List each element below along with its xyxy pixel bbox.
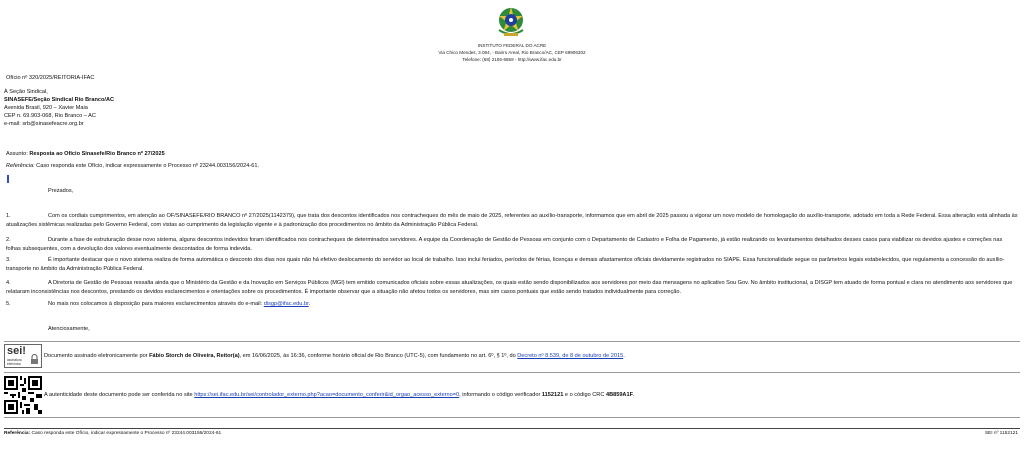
recipient-line: À Seção Sindical, bbox=[4, 89, 48, 95]
reference-text: Caso responda este Ofício, indicar expressamente o Processo nº 23244.003156/2024-61. bbox=[36, 163, 259, 169]
closing: Atenciosamente, bbox=[48, 326, 90, 332]
institution-phone: Telefone: (68) 2106-6859 - http://www.ifac.edu.br bbox=[462, 57, 562, 62]
signer-name: Fábio Storch de Oliveira, Reitor(a) bbox=[149, 353, 240, 359]
recipient-line: e-mail: srb@sinasefeacre.org.br bbox=[4, 121, 84, 127]
reference-label: Referência: bbox=[6, 163, 35, 169]
paragraph-number: 1. bbox=[6, 213, 11, 219]
footer-sei-number: SEI nº 1152121 bbox=[984, 431, 1018, 436]
paragraph-5: No mais nos colocamos à disposição para maiores esclarecimentos através do e-mail: disgp@ifac.edu.br. bbox=[48, 301, 311, 307]
subject-label: Assunto: bbox=[6, 151, 28, 157]
coat-of-arms-logo bbox=[494, 4, 528, 38]
sei-logo-sub: assinatura eletrônica bbox=[7, 358, 22, 366]
verification-code: 1152121 bbox=[541, 392, 564, 398]
recipient-line: SINASEFE/Seção Sindical Rio Branco/AC bbox=[4, 97, 115, 103]
signature-text: Documento assinado eletronicamente por Fábio Storch de Oliveira, Reitor(a), em 16/06/2025, às 16:36, conforme horário oficial de Rio Branco (UTC-5), com fundamento no art. 6º, § 1º, do Decreto nº 8.539, de 8 de outubro de 2015. bbox=[44, 353, 625, 359]
text-cursor-marker bbox=[7, 175, 9, 183]
email-link[interactable]: disgp@ifac.edu.br bbox=[263, 301, 309, 307]
decree-link[interactable]: Decreto nº 8.539, de 8 de outubro de 2015 bbox=[517, 353, 624, 359]
paragraph-number: 2. bbox=[6, 237, 11, 243]
paragraph-3 bbox=[6, 256, 1018, 273]
subject-line bbox=[6, 150, 165, 158]
reference-line bbox=[6, 162, 259, 170]
qr-code-icon bbox=[4, 376, 42, 414]
paragraph-text: Durante a fase de estruturação desse novo sistema, alguns descontos indevidos foram identificados nos contracheques de determinados servidores. A equipe da Coordenação de Gestão de Pessoas em conjunto com o Departamento de Cadastro e Folha de Pagamento, já estão realizando os levantamentos detalhados desses casos para viabilizar os devidos ajustes e correções nas folhas subsequentes, com a devolução dos valores eventualmente descontados de forma indevida. bbox=[6, 237, 1003, 252]
paragraph-1 bbox=[6, 212, 1018, 229]
separator bbox=[4, 417, 1020, 418]
authenticity-text: A autenticidade deste documento pode ser conferida no site https://sei.ifac.edu.br/sei/controlador_externo.php?acao=documento_conferir&id_orgao_acesso_externo=0, informando o código verificador 1152121 e o código CRC 4B859A1F. bbox=[44, 392, 635, 398]
paragraph-text: É importante destacar que o novo sistema realiza de forma automática o desconto dos dias nos quais não há efetivo deslocamento do servidor ao local de trabalho. Isso inclui feriados, períodos de férias, licenças e demais afastamentos oficiais devidamente registrados no SIAPE. Essa funcionalidade segue os parâmetros legais estabelecidos, que regulamenta a concessão do auxílio-transporte no âmbito da Administração Pública Federal. bbox=[6, 257, 1005, 272]
paragraph-number: 4. bbox=[6, 280, 11, 286]
paragraph-text: Com os cordiais cumprimentos, em atenção ao OF/SINASEFE/RIO BRANCO nº 27/2025(1142379), que trata dos descontos identificados nos contracheques do mês de maio de 2025, referentes ao auxílio-transporte, informamos que em abril de 2025 passou a vigorar um novo modelo de homologação do auxílio-transporte, adotado em toda a Rede Federal. Essa alteração está alinhada às atualizações sistêmicas realizadas pelo Governo Federal, com vistas ao cumprimento da legislação vigente e à padronização dos procedimentos no âmbito da Administração Pública Federal. bbox=[6, 213, 1018, 228]
institution-address: Via Chico Mendes, 3.084, - Bairro Areal, Rio Branco/AC, CEP 69906302 bbox=[438, 50, 586, 55]
verification-url-link[interactable]: https://sei.ifac.edu.br/sei/controlador_externo.php?acao=documento_conferir&id_orgao_acesso_externo=0 bbox=[194, 392, 460, 398]
paragraph-number: 3. bbox=[6, 257, 11, 263]
recipient-block bbox=[4, 88, 114, 128]
separator bbox=[4, 372, 1020, 373]
institution-name: INSTITUTO FEDERAL DO ACRE bbox=[477, 43, 547, 48]
paragraph-number: 5. bbox=[6, 301, 11, 307]
sei-logo-text: sei! bbox=[7, 345, 26, 357]
paragraph-text: No mais nos colocamos à disposição para maiores esclarecimentos através do e-mail: bbox=[48, 301, 264, 307]
lock-icon bbox=[30, 351, 39, 361]
footer-reference: Referência: Caso responda este Ofício, indicar expressamente o Processo nº 23244.003156/2024-61 bbox=[4, 431, 222, 436]
sei-logo bbox=[4, 344, 42, 368]
letter-number: Ofício nº 320/2025/REITORIA-IFAC bbox=[6, 75, 95, 81]
greeting: Prezados, bbox=[48, 188, 74, 194]
recipient-line: CEP n. 69.903-068, Rio Branco – AC bbox=[4, 113, 96, 119]
separator bbox=[4, 341, 1020, 342]
paragraph-text: A Diretoria de Gestão de Pessoas ressalta ainda que o Ministério da Gestão e da Inovação em Serviços Públicos (MGI) tem emitido comunicados oficiais sobre essas atualizações, os quais estão sendo disponibilizados aos servidores por meio das mensagens no aplicativo Sou Gov. No âmbito institucional, a DISGP tem atuado de forma pontual e clara no atendimento aos servidores que relataram inconsistências nos descontos, prestando os devidos esclarecimentos e orientações sobre os procedimentos. É importante observar que a situação não afetou todos os servidores, mas sim casos pontuais que estão sendo tratados individualmente para correção. bbox=[6, 280, 1013, 295]
recipient-line: Avenida Brasil, 920 – Xavier Maia bbox=[4, 105, 88, 111]
crc-code: 4B859A1F bbox=[605, 392, 634, 398]
footer-rule bbox=[4, 428, 1020, 429]
subject-text: Resposta ao Ofício Sinasefe/Rio Branco nº 27/2025 bbox=[29, 151, 165, 157]
paragraph-4 bbox=[6, 279, 1018, 296]
paragraph-2 bbox=[6, 236, 1018, 253]
